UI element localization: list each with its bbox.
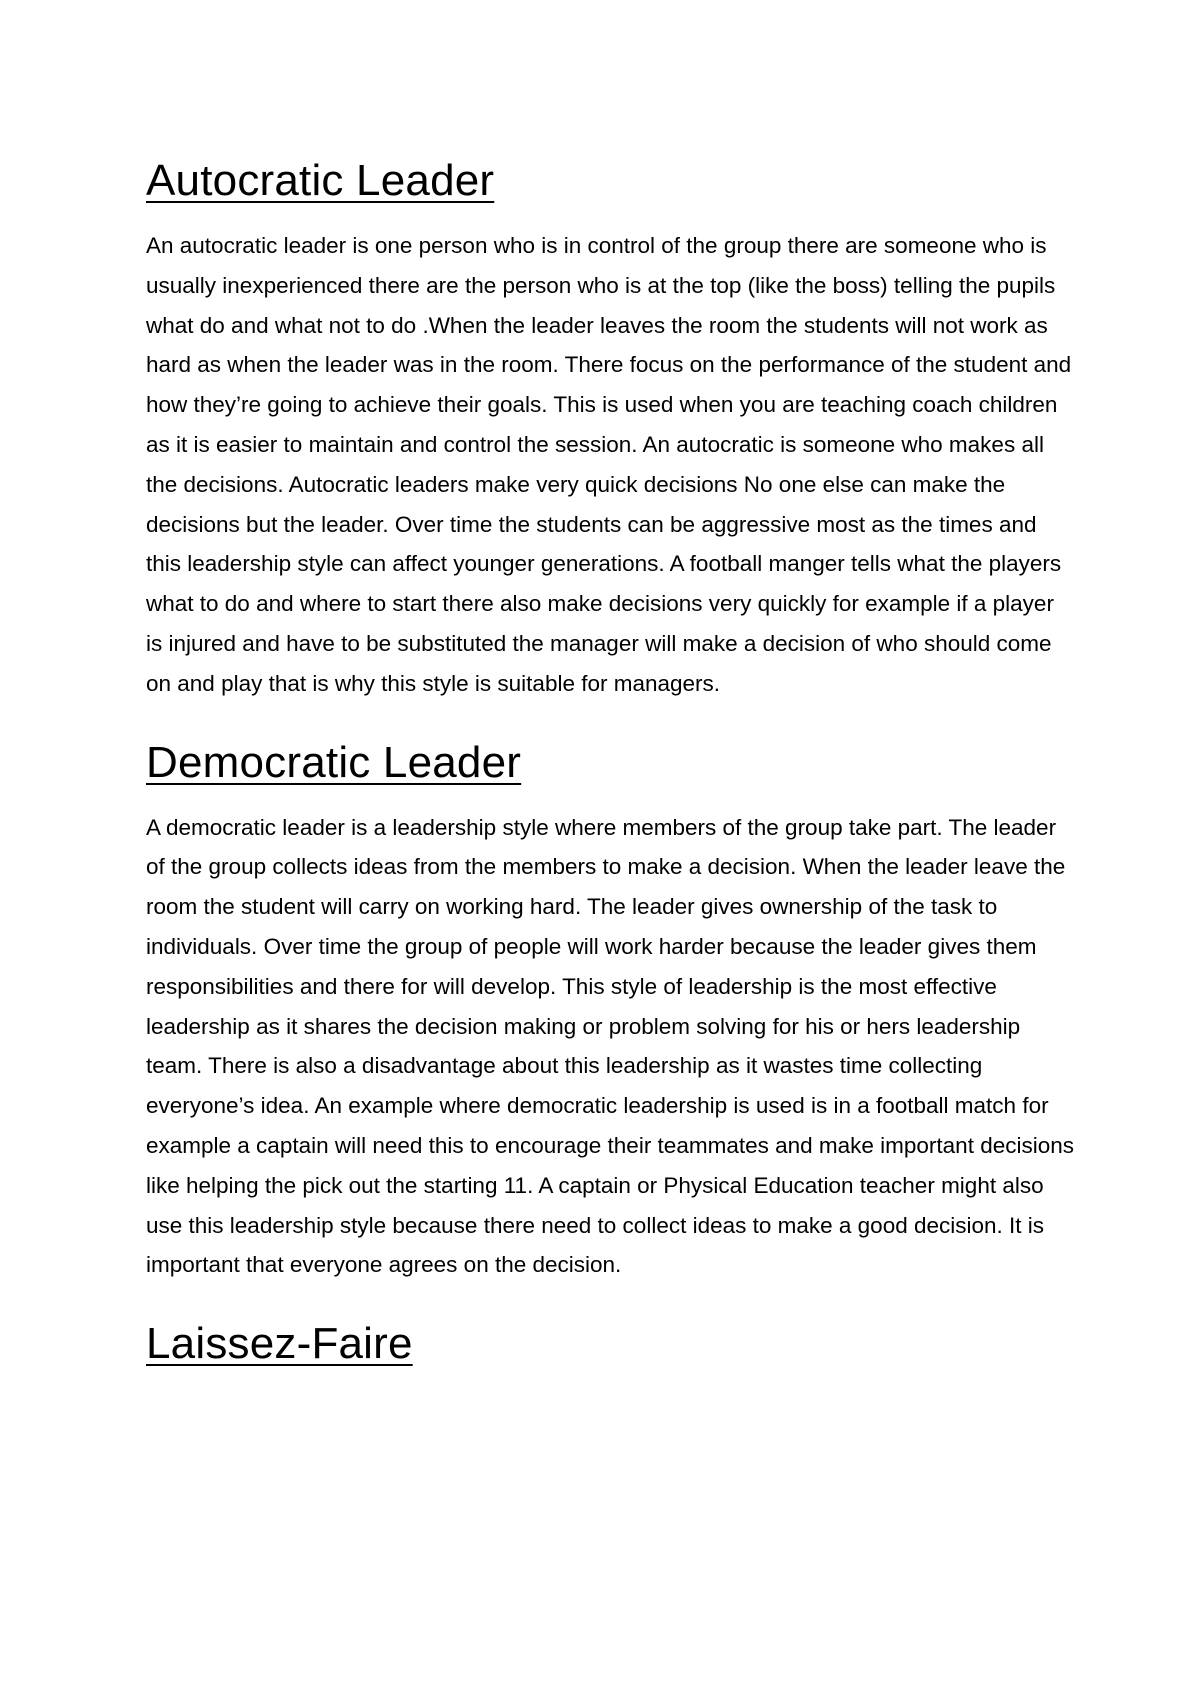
section-democratic-leader: [146, 734, 1076, 1286]
section-heading: Democratic Leader: [146, 737, 522, 787]
document-content: [146, 152, 1076, 1373]
section-paragraph: A democratic leader is a leadership style where members of the group take part. The leader of the group collects ideas from the members to make a decision. When the leader leave the room the student will carry on working hard. The leader gives ownership of the task to individuals. Over time the group of people will work harder because the leader gives them responsibilities and there for will develop. This style of leadership is the most effective leadership as it shares the decision making or problem solving for his or hers leadership team. There is also a disadvantage about this leadership as it wastes time collecting everyone’s idea. An example where democratic leadership is used is in a football match for example a captain will need this to encourage their teammates and make important decisions like helping the pick out the starting 11. A captain or Physical Education teacher might also use this leadership style because there need to collect ideas to make a good decision. It is important that everyone agrees on the decision.: [146, 814, 1075, 1278]
section-heading: Laissez-Faire: [146, 1319, 413, 1369]
section-paragraph: An autocratic leader is one person who is in control of the group there are someone who is usually inexperienced there are the person who is at the top (like the boss) telling the pupils what do and what not to do .When the leader leaves the room the students will not work as hard as when the leader was in the room. There focus on the performance of the student and how they’re going to achieve their goals. This is used when you are teaching coach children as it is easier to maintain and control the session. An autocratic is someone who makes all the decisions. Autocratic leaders make very quick decisions No one else can make the decisions but the leader. Over time the students can be aggressive most as the times and this leadership style can affect younger generations. A football manger tells what the players what to do and where to start there also make decisions very quickly for example if a player is injured and have to be substituted the manager will make a decision of who should come on and play that is why this style is suitable for managers.: [146, 233, 1072, 696]
section-heading: Autocratic Leader: [146, 156, 495, 205]
section-autocratic-leader: [146, 152, 1076, 704]
section-laissez-faire: [146, 1315, 1076, 1373]
